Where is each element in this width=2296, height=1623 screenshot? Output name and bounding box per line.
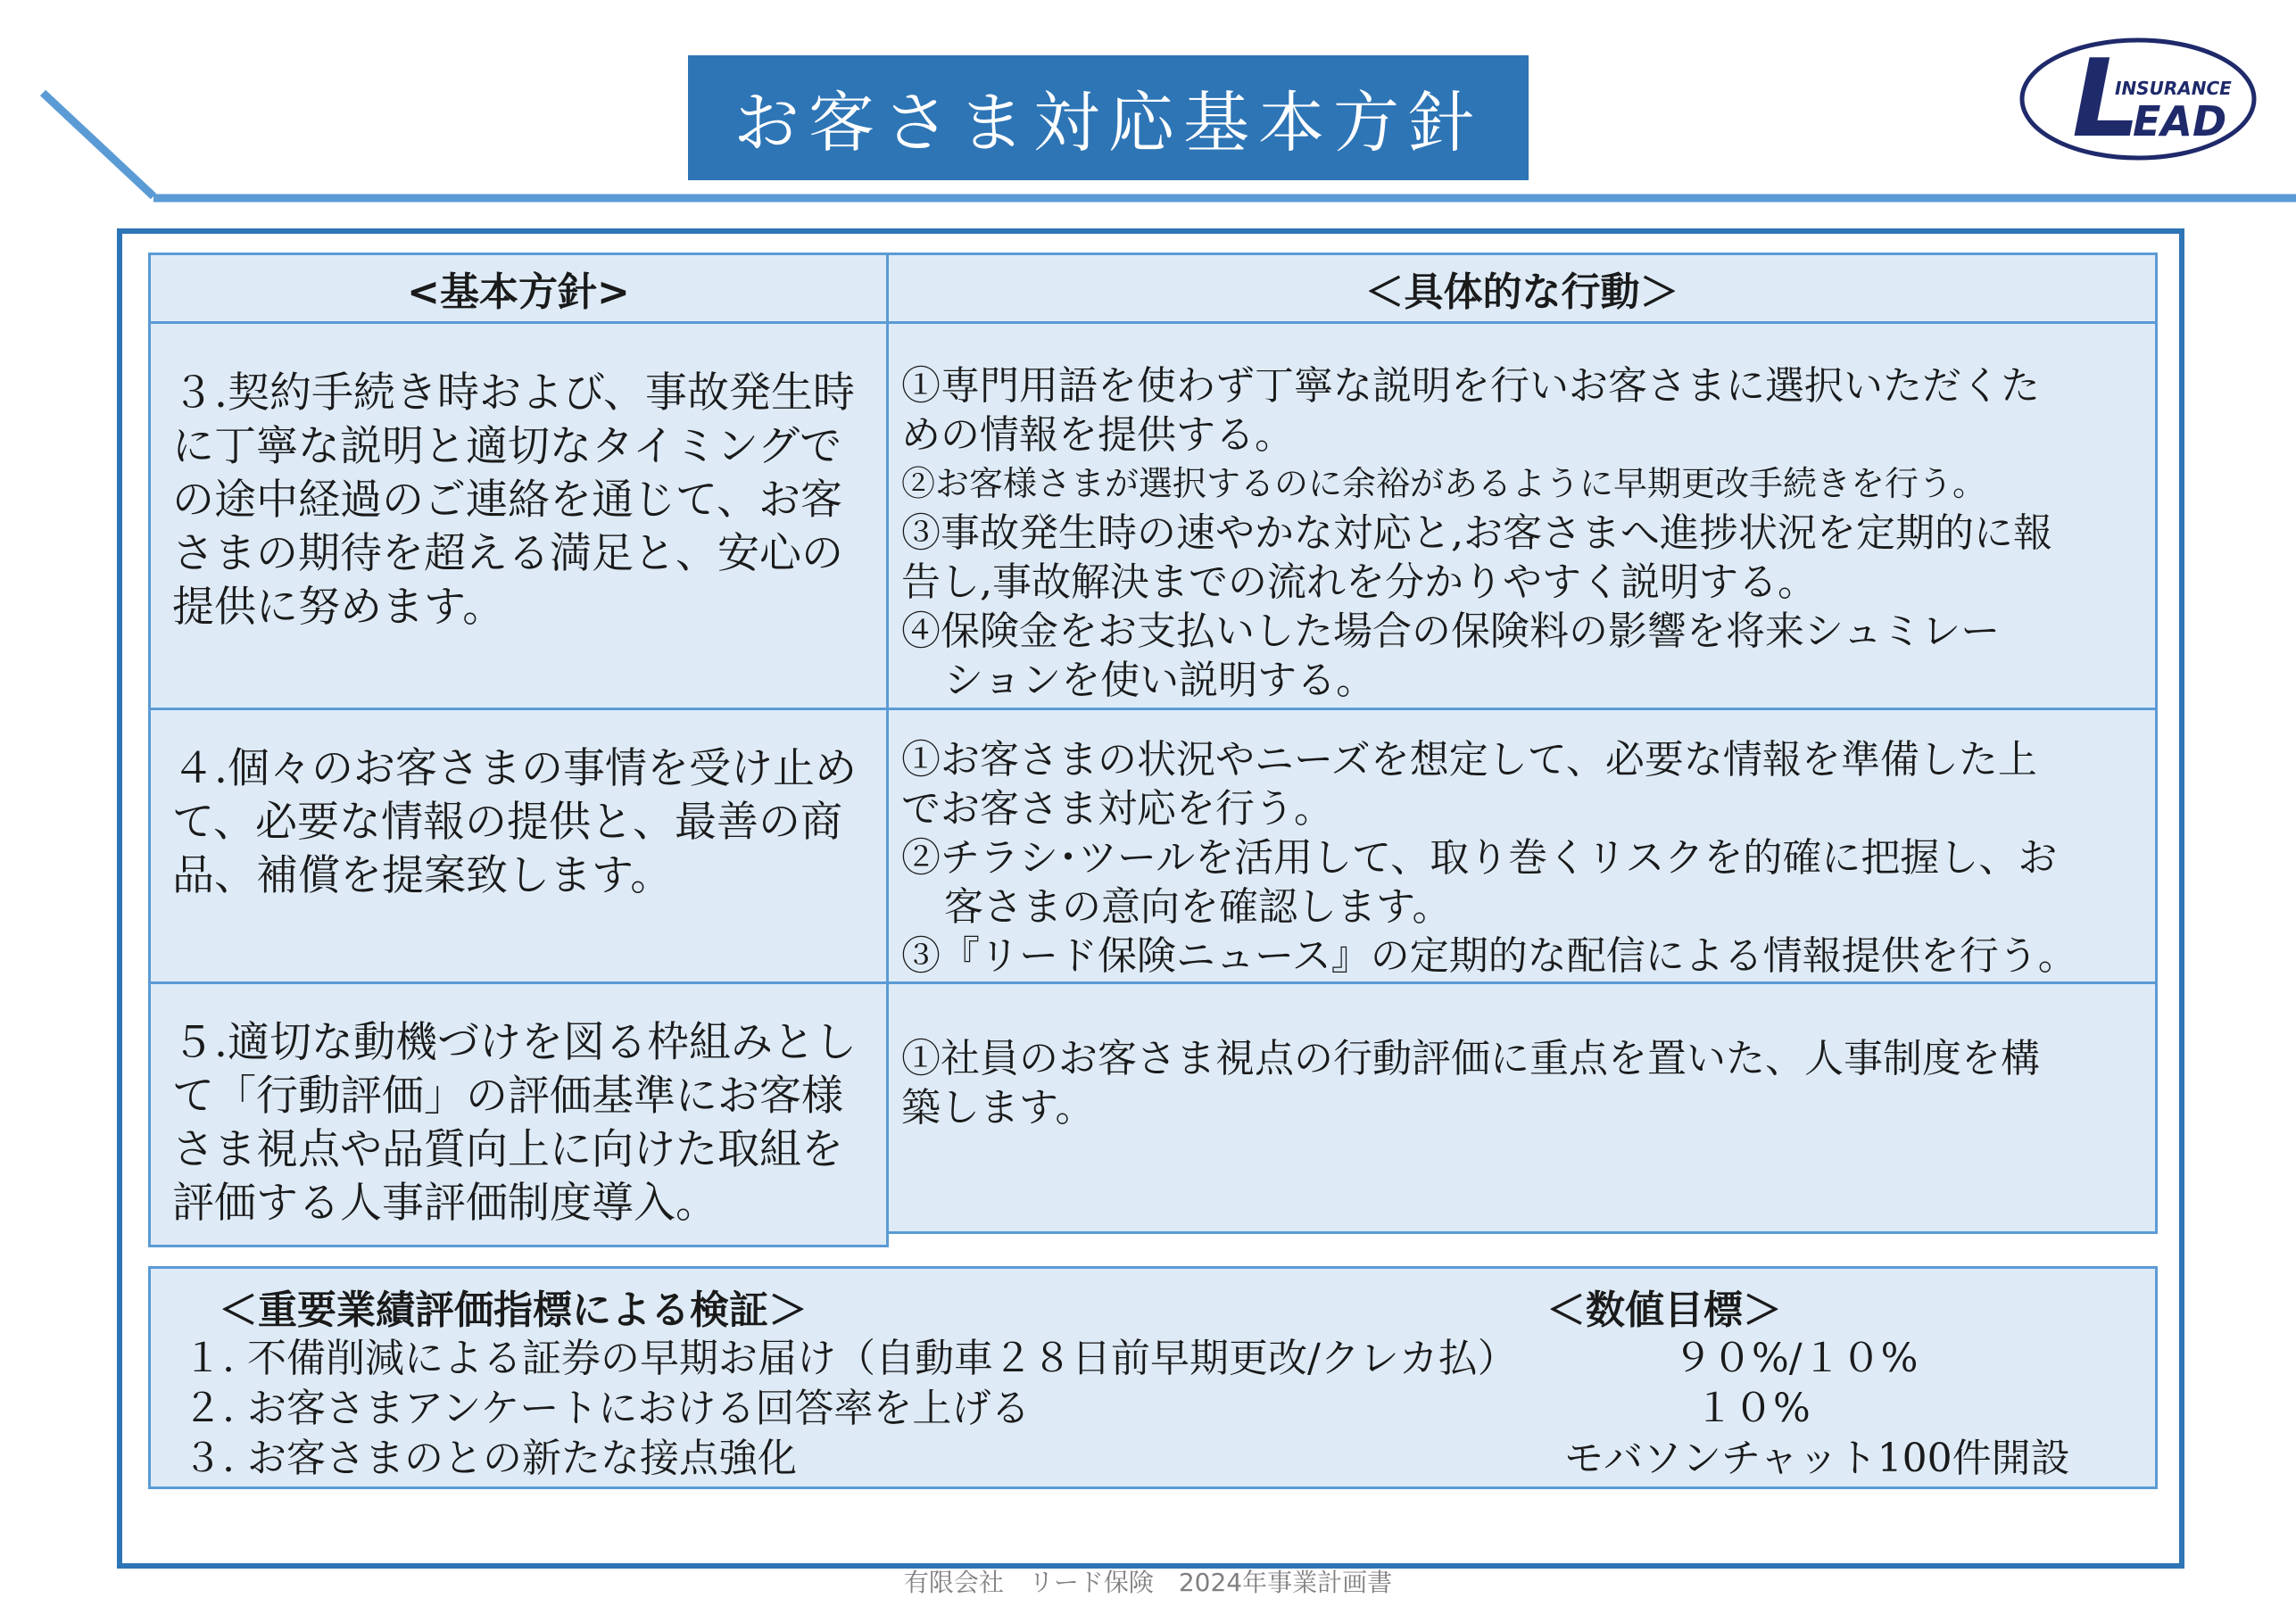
action-4-2b: 客さまの意向を確認します。 xyxy=(944,884,1452,930)
footer-text: 有限会社 リード保険 2024年事業計画書 xyxy=(903,1568,1393,1597)
action-3-3b: 告し,事故解決までの流れを分かりやすく説明する。 xyxy=(901,559,1817,605)
actions-4 xyxy=(886,708,2158,984)
logo-small-text: INSURANCE xyxy=(2115,78,2232,99)
lead-insurance-logo xyxy=(2018,36,2258,162)
kpi-header: ＜重要業績評価指標による検証＞ xyxy=(219,1288,808,1333)
action-4-3: ③『リード保険ニュース』の定期的な配信による情報提供を行う。 xyxy=(901,933,2077,979)
policy-4: ４.個々のお客さまの事情を受け止めて、必要な情報の提供と、最善の商品、補償を提案致します。 xyxy=(148,708,889,984)
policy-header: <基本方針> xyxy=(148,253,889,324)
action-3-1a: ①専門用語を使わず丁寧な説明を行いお客さまに選択いただくた xyxy=(901,363,2040,409)
action-3-3a: ③事故発生時の速やかな対応と,お客さまへ進捗状況を定期的に報 xyxy=(901,510,2052,556)
kpi-item-1: １. 不備削減による証券の早期お届け（自動車２８日前早期更改/クレカ払） xyxy=(183,1336,1517,1381)
kpi-target-2: １０% xyxy=(1695,1386,1811,1431)
kpi-item-2: ２. お客さまアンケートにおける回答率を上げる xyxy=(183,1386,1031,1431)
action-5-1a: ①社員のお客さま視点の行動評価に重点を置いた、人事制度を構 xyxy=(901,1036,2040,1081)
action-3-2: ②お客様さまが選択するのに余裕があるように早期更改手続きを行う。 xyxy=(901,464,1987,503)
kpi-item-3: ３. お客さまのとの新たな接点強化 xyxy=(183,1436,797,1481)
logo-main-text: EAD xyxy=(2133,97,2227,145)
action-3-1b: めの情報を提供する。 xyxy=(901,412,1294,458)
kpi-target-1: ９０%/１０% xyxy=(1673,1336,1919,1381)
action-3-4a: ④保険金をお支払いした場合の保険料の影響を将来シュミレー xyxy=(901,609,2001,654)
kpi-target-3: モバソンチャット100件開設 xyxy=(1564,1436,2070,1481)
action-5-1b: 築します。 xyxy=(901,1085,1095,1130)
actions-5 xyxy=(886,981,2158,1234)
page-title: お客さま対応基本方針 xyxy=(688,55,1529,180)
action-3-4b: ションを使い説明する。 xyxy=(944,658,1376,703)
policy-3: ３.契約手続き時および、事故発生時に丁寧な説明と適切なタイミングでの途中経過のご連絡を通じて、お客さまの期待を超える満足と、安心の提供に努めます。 xyxy=(148,321,889,710)
action-4-1b: でお客さま対応を行う。 xyxy=(901,786,1333,832)
logo-letter: L xyxy=(2072,37,2141,161)
policy-5: ５.適切な動機づけを図る枠組みとして「行動評価」の評価基準にお客様さま視点や品質向上に向けた取組を評価する人事評価制度導入。 xyxy=(148,981,889,1247)
action-4-2a: ②チラシ･ツールを活用して、取り巻くリスクを的確に把握し、お xyxy=(901,835,2058,881)
kpi-box xyxy=(148,1266,2158,1489)
actions-3 xyxy=(886,321,2158,710)
action-4-1a: ①お客さまの状況やニーズを想定して、必要な情報を準備した上 xyxy=(901,737,2037,783)
target-header: ＜数値目標＞ xyxy=(1546,1288,1782,1333)
action-header: ＜具体的な行動＞ xyxy=(886,253,2158,324)
